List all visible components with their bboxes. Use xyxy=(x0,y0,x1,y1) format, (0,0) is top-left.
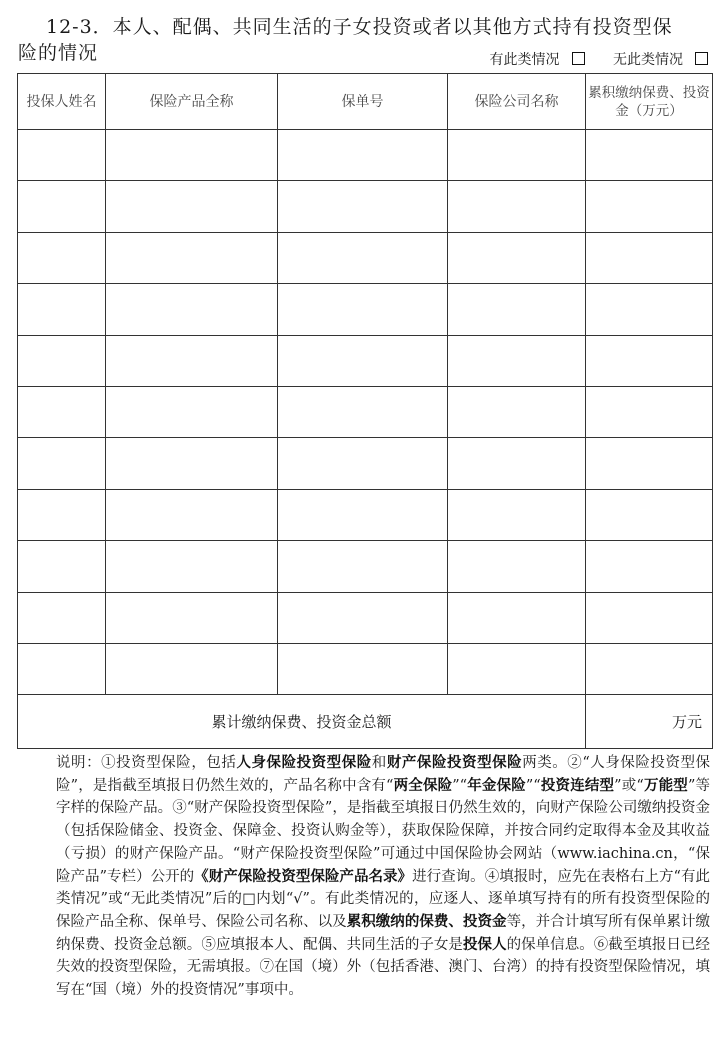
cell-policyholder[interactable] xyxy=(18,181,106,232)
note-text: 说明：①投资型保险，包括 xyxy=(56,755,237,771)
cell-insurer[interactable] xyxy=(448,592,586,643)
table-row xyxy=(18,592,713,643)
total-label: 累计缴纳保费、投资金总额 xyxy=(18,695,586,749)
cell-policyholder[interactable] xyxy=(18,489,106,540)
note-text: ”“ xyxy=(525,777,541,794)
cell-policyholder[interactable] xyxy=(18,335,106,386)
table-row xyxy=(18,438,713,489)
table-row xyxy=(18,643,713,694)
cell-insurer[interactable] xyxy=(448,335,586,386)
cell-insurer[interactable] xyxy=(448,541,586,592)
cell-policyholder[interactable] xyxy=(18,284,106,335)
note-emphasis: 财产保险投资型保险 xyxy=(386,755,523,771)
cell-product-name[interactable] xyxy=(106,181,278,232)
cell-product-name[interactable] xyxy=(106,130,278,181)
cell-accumulated[interactable] xyxy=(586,386,713,437)
total-unit-label: 万元 xyxy=(671,713,702,732)
note-emphasis: 年金保险 xyxy=(467,777,526,794)
cell-accumulated[interactable] xyxy=(586,335,713,386)
no-situation-label: 无此类情况 xyxy=(613,52,683,68)
cell-policy-number[interactable] xyxy=(278,130,448,181)
cell-product-name[interactable] xyxy=(106,592,278,643)
cell-policy-number[interactable] xyxy=(278,386,448,437)
cell-product-name[interactable] xyxy=(106,284,278,335)
table-row xyxy=(18,232,713,283)
table-row xyxy=(18,284,713,335)
cell-accumulated[interactable] xyxy=(586,130,713,181)
note-emphasis: 人身保险投资型保险 xyxy=(236,755,372,771)
cell-insurer[interactable] xyxy=(448,284,586,335)
table-row xyxy=(18,335,713,386)
cell-product-name[interactable] xyxy=(106,438,278,489)
cell-policy-number[interactable] xyxy=(278,489,448,540)
cell-policy-number[interactable] xyxy=(278,335,448,386)
note-text: 等，并合计填写所有保单累计缴纳保费、投资金总额。⑤应填报本人、配偶、共同生活的子女是 xyxy=(56,913,711,953)
note-emphasis: 两全保险 xyxy=(393,777,453,794)
cell-policy-number[interactable] xyxy=(278,181,448,232)
cell-policyholder[interactable] xyxy=(18,438,106,489)
header-policyholder: 投保人姓名 xyxy=(18,74,106,130)
table-row xyxy=(18,489,713,540)
cell-policy-number[interactable] xyxy=(278,284,448,335)
note-text: ”等字样的保险产品。③“财产保险投资型保险”，是指截至填报日仍然生效的，向财产保险公司缴纳投资金（包括保险储金、投资金、保障金、投资认购金等），获取保险保障，并按合同约定取得本金及其收益（亏损）的财产保险产品。“财产保险投资型保险”可通过中国保险协会网站（www.iachina.cn，“保险产品”专栏）公开的 xyxy=(56,777,711,885)
table-row xyxy=(18,541,713,592)
table-header-row xyxy=(18,74,713,130)
note-emphasis: 投资连结型 xyxy=(540,777,615,794)
cell-policy-number[interactable] xyxy=(278,541,448,592)
cell-product-name[interactable] xyxy=(106,232,278,283)
cell-policy-number[interactable] xyxy=(278,592,448,643)
no-situation-checkbox[interactable] xyxy=(695,52,708,65)
status-checkboxes xyxy=(466,49,708,69)
cell-accumulated[interactable] xyxy=(586,489,713,540)
cell-policyholder[interactable] xyxy=(18,541,106,592)
cell-insurer[interactable] xyxy=(448,643,586,694)
cell-product-name[interactable] xyxy=(106,541,278,592)
note-text: 和 xyxy=(371,755,387,771)
note-emphasis: 投保人 xyxy=(462,936,507,953)
cell-accumulated[interactable] xyxy=(586,438,713,489)
instructions-text xyxy=(18,752,710,1002)
cell-accumulated[interactable] xyxy=(586,181,713,232)
note-text: ”“ xyxy=(452,777,468,794)
cell-product-name[interactable] xyxy=(106,643,278,694)
cell-insurer[interactable] xyxy=(448,489,586,540)
instructions-note xyxy=(18,752,710,1002)
cell-product-name[interactable] xyxy=(106,335,278,386)
cell-accumulated[interactable] xyxy=(586,541,713,592)
note-emphasis: 累积缴纳的保费、投资金 xyxy=(346,913,507,930)
header-accumulated: 累积缴纳保费、投资金（万元） xyxy=(586,74,713,130)
cell-insurer[interactable] xyxy=(448,438,586,489)
note-text: ”或“ xyxy=(614,777,644,794)
section-title-line1: 12-3．本人、配偶、共同生活的子女投资或者以其他方式持有投资型保 xyxy=(46,16,673,38)
section-title-line2: 险的情况 xyxy=(18,42,99,64)
header-policy-number: 保单号 xyxy=(278,74,448,130)
header-product-name: 保险产品全称 xyxy=(106,74,278,130)
cell-accumulated[interactable] xyxy=(586,232,713,283)
note-emphasis: 万能型 xyxy=(643,777,688,794)
note-emphasis: 《财产保险投资型保险产品名录》 xyxy=(194,868,413,885)
has-situation-checkbox[interactable] xyxy=(572,52,585,65)
cell-product-name[interactable] xyxy=(106,489,278,540)
cell-insurer[interactable] xyxy=(448,181,586,232)
total-unit[interactable] xyxy=(586,695,713,749)
cell-policy-number[interactable] xyxy=(278,232,448,283)
table-row xyxy=(18,130,713,181)
table-row xyxy=(18,181,713,232)
cell-insurer[interactable] xyxy=(448,130,586,181)
header-insurer: 保险公司名称 xyxy=(448,74,586,130)
note-text: 两类。②“人身保险投资型保险”，是指截至填报日仍然生效的，产品名称中含有“ xyxy=(56,755,711,794)
cell-policyholder[interactable] xyxy=(18,130,106,181)
insurance-table xyxy=(17,73,713,749)
cell-policyholder[interactable] xyxy=(18,592,106,643)
cell-policyholder[interactable] xyxy=(18,643,106,694)
cell-accumulated[interactable] xyxy=(586,284,713,335)
cell-policyholder[interactable] xyxy=(18,232,106,283)
cell-insurer[interactable] xyxy=(448,232,586,283)
has-situation-label: 有此类情况 xyxy=(489,52,560,68)
no-situation-option[interactable] xyxy=(601,52,708,68)
cell-policyholder[interactable] xyxy=(18,386,106,437)
note-text: 进行查询。④填报时，应先在表格右上方“有此类情况”或“无此类情况”后的□内划“√”。有此类情况的，应逐人、逐单填写持有的所有投资型保险的保险产品全称、保单号、保险公司名称、以及 xyxy=(56,868,710,930)
cell-product-name[interactable] xyxy=(106,386,278,437)
table-row xyxy=(18,386,713,437)
cell-accumulated[interactable] xyxy=(586,643,713,694)
note-text: 的保单信息。⑥截至填报日已经失效的投资型保险，无需填报。⑦在国（境）外（包括香港、澳门、台湾）的持有投资型保险情况，填写在“国（境）外的投资情况”事项中。 xyxy=(56,936,711,999)
cell-insurer[interactable] xyxy=(448,386,586,437)
cell-policy-number[interactable] xyxy=(278,438,448,489)
cell-policy-number[interactable] xyxy=(278,643,448,694)
has-situation-option[interactable] xyxy=(478,52,585,68)
total-row xyxy=(18,695,713,749)
cell-accumulated[interactable] xyxy=(586,592,713,643)
